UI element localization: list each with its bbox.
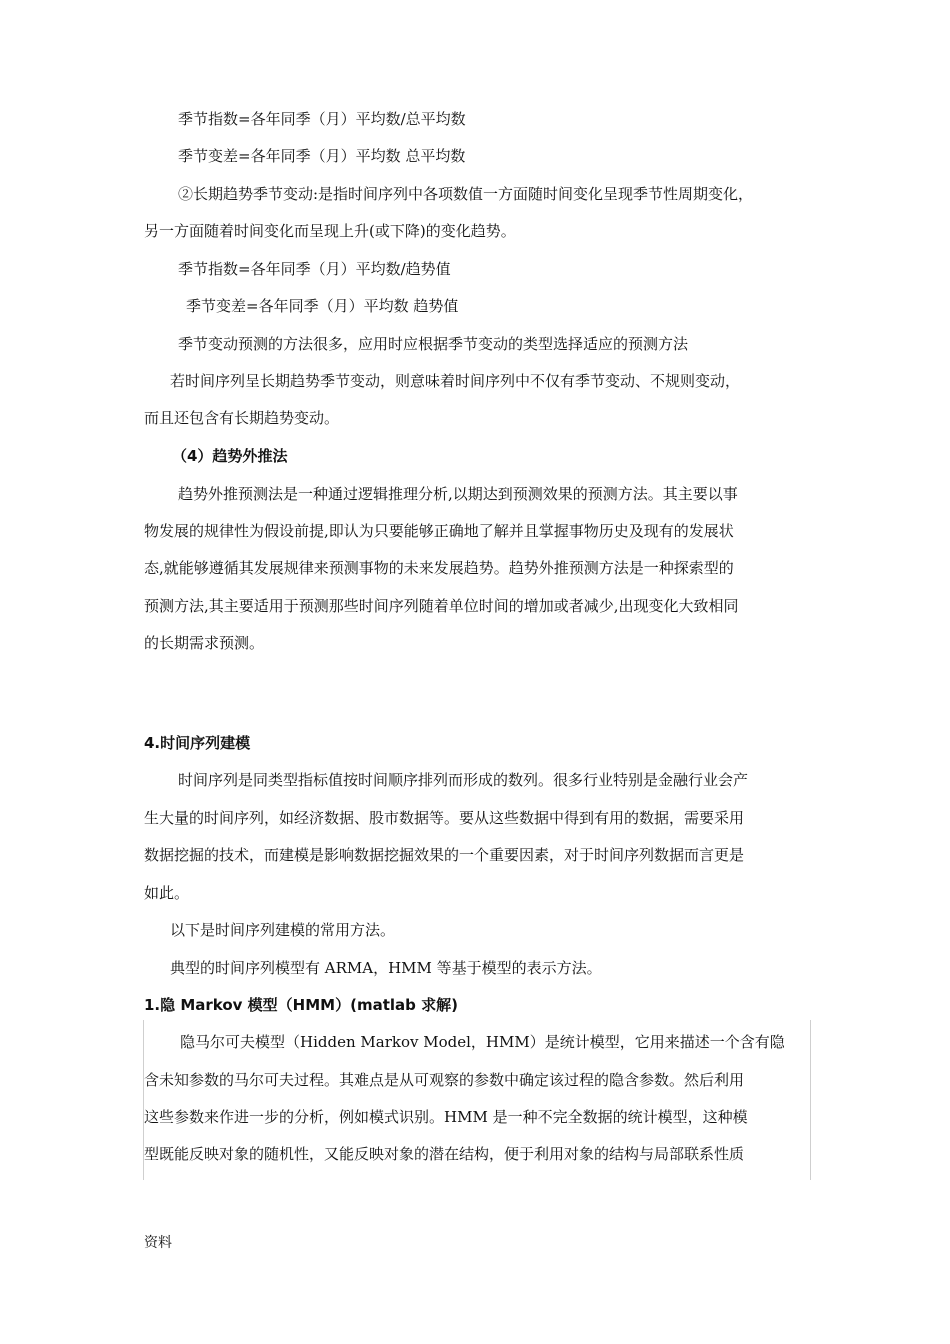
text-line: 另一方面随着时间变化而呈现上升(或下降)的变化趋势。 [144, 222, 516, 240]
text-line: 若时间序列呈长期趋势季节变动，则意味着时间序列中不仅有季节变动、不规则变动， [170, 372, 741, 390]
text-line: 季节变差=各年同季（月）平均数 总平均数 [178, 147, 466, 165]
text-line: 生大量的时间序列，如经济数据、股市数据等。要从这些数据中得到有用的数据，需要采用 [144, 809, 745, 827]
text-line: 型既能反映对象的随机性，又能反映对象的潜在结构，便于利用对象的结构与局部联系性质 [144, 1145, 745, 1163]
text-line: 典型的时间序列模型有 ARMA，HMM 等基于模型的表示方法。 [170, 959, 602, 977]
section-heading: （4）趋势外推法 [172, 447, 288, 465]
section-heading: 1.隐 Markov 模型（HMM）(matlab 求解) [144, 996, 458, 1014]
text-line: 预测方法,其主要适用于预测那些时间序列随着单位时间的增加或者减少,出现变化大致相同 [144, 597, 739, 615]
text-line: 数据挖掘的技术，而建模是影响数据挖掘效果的一个重要因素，对于时间序列数据而言更是 [144, 846, 745, 864]
text-line: 以下是时间序列建模的常用方法。 [170, 921, 396, 939]
text-line: 的长期需求预测。 [144, 634, 265, 652]
text-line: 季节指数=各年同季（月）平均数/总平均数 [178, 110, 466, 128]
text-line: 季节变动预测的方法很多，应用时应根据季节变动的类型选择适应的预测方法 [178, 335, 689, 353]
text-line: 时间序列是同类型指标值按时间顺序排列而形成的数列。很多行业特别是金融行业会产 [178, 771, 749, 789]
text-line: 这些参数来作进一步的分析，例如模式识别。HMM 是一种不完全数据的统计模型，这种模 [144, 1108, 748, 1126]
text-line: ②长期趋势季节变动:是指时间序列中各项数值一方面随时间变化呈现季节性周期变化， [178, 185, 754, 203]
text-line: 隐马尔可夫模型（Hidden Markov Model，HMM）是统计模型，它用来描述一个含有隐 [180, 1033, 785, 1051]
section-heading: 4.时间序列建模 [144, 734, 251, 752]
text-line: 含未知参数的马尔可夫过程。其难点是从可观察的参数中确定该过程的隐含参数。然后利用 [144, 1071, 745, 1089]
text-line: 季节指数=各年同季（月）平均数/趋势值 [178, 260, 451, 278]
footer-label: 资料 [144, 1235, 172, 1251]
text-line: 季节变差=各年同季（月）平均数 趋势值 [186, 297, 459, 315]
text-line: 如此。 [144, 884, 190, 902]
text-line: 而且还包含有长期趋势变动。 [144, 409, 340, 427]
text-line: 趋势外推预测法是一种通过逻辑推理分析,以期达到预测效果的预测方法。其主要以事 [178, 485, 738, 503]
text-line: 态,就能够遵循其发展规律来预测事物的未来发展趋势。趋势外推预测方法是一种探索型的 [144, 559, 734, 577]
text-line: 物发展的规律性为假设前提,即认为只要能够正确地了解并且掌握事物历史及现有的发展状 [144, 522, 734, 540]
